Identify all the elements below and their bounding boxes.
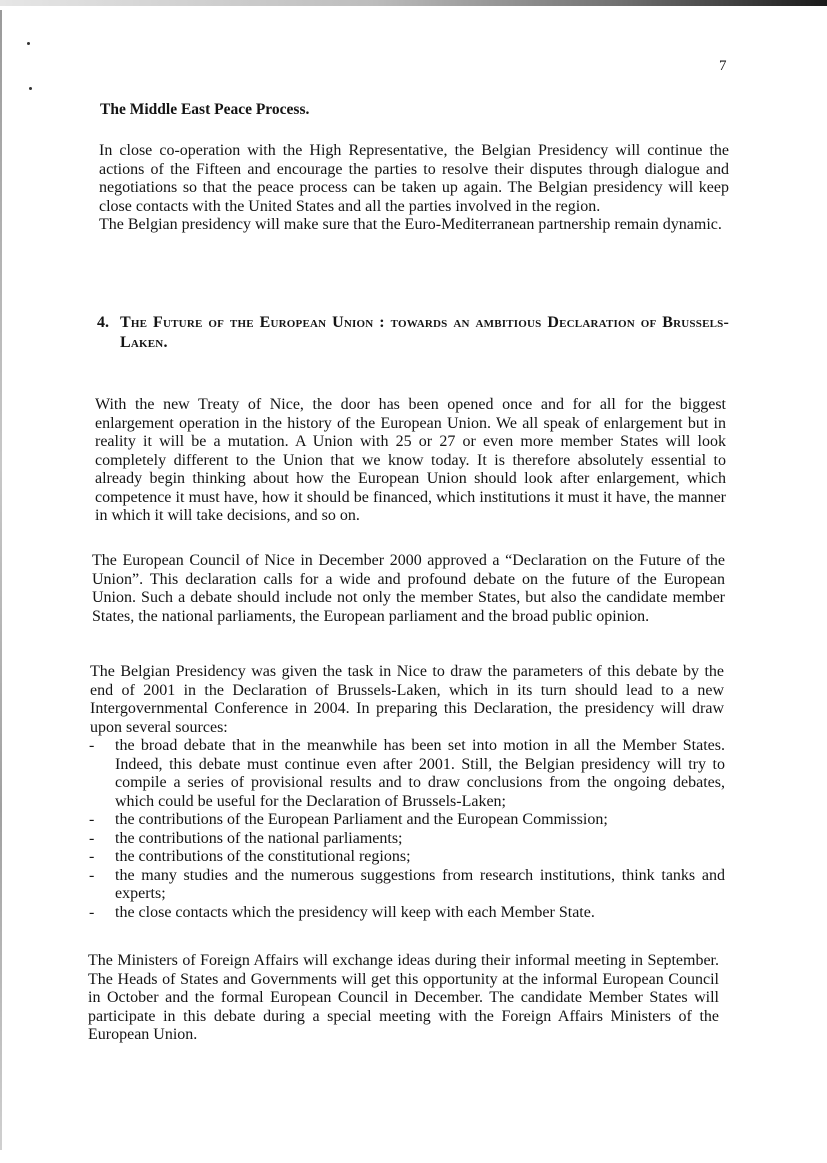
list-item-text: the contributions of the national parliaments; bbox=[115, 829, 403, 847]
list-item-text: the contributions of the constitutional regions; bbox=[115, 848, 411, 865]
scan-speck bbox=[29, 87, 32, 90]
list-item-text: the contributions of the European Parliament and the European Commission; bbox=[115, 811, 608, 828]
list-item bbox=[89, 811, 725, 830]
brussels-laken-paragraph: The Belgian Presidency was given the task in Nice to draw the parameters of this debate by the end of 2001 in the Declaration of Brussels-Laken, which in its turn should lead to a new Intergovernmental Conference in 2004. In preparing this Declaration, the presidency will draw upon several sources: bbox=[90, 663, 724, 736]
bullet-dash: - bbox=[89, 737, 95, 754]
sources-list bbox=[89, 737, 725, 922]
section-4-number: 4. bbox=[97, 314, 109, 331]
scan-speck bbox=[27, 42, 30, 45]
list-item-text: the broad debate that in the meanwhile has been set into motion in all the Member States. Indeed, this debate must continue even after 2001. Still, the Belgian presidency will try to compile a series of provisional results and to draw conclusions from the ongoing debates, which could be useful for the Declaration of Brussels-Laken; bbox=[115, 737, 725, 810]
bullet-dash: - bbox=[89, 903, 95, 921]
list-item-text: the close contacts which the presidency will keep with each Member State. bbox=[115, 903, 595, 921]
section-title-middle-east: The Middle East Peace Process. bbox=[100, 101, 310, 118]
bullet-dash: - bbox=[89, 829, 95, 847]
bullet-dash: - bbox=[89, 848, 95, 865]
bullet-dash: - bbox=[89, 866, 95, 884]
list-item bbox=[89, 848, 725, 867]
bullet-dash: - bbox=[89, 811, 95, 828]
section-4-heading bbox=[97, 313, 729, 353]
list-item bbox=[89, 904, 725, 923]
section-4-heading-text: The Future of the European Union : towards an ambitious Declaration of Brussels-Laken. bbox=[120, 314, 729, 351]
ministers-paragraph: The Ministers of Foreign Affairs will exchange ideas during their informal meeting in September. The Heads of States and Governments will get this opportunity at the informal European Council in October and the formal European Council in December. The candidate Member States will participate in this debate during a special meeting with the Foreign Affairs Ministers of the European Union. bbox=[88, 952, 719, 1043]
scan-top-edge bbox=[0, 0, 827, 6]
scan-left-edge bbox=[0, 10, 2, 1150]
enlargement-paragraph: With the new Treaty of Nice, the door has been opened once and for all for the biggest enlargement operation in the history of the European Union. We all speak of enlargement but in reality it will be a mutation. A Union with 25 or 27 or even more member States will look completely different to the Union that we know today. It is therefore absolutely essential to already begin thinking about how the European Union should look after enlargement, which competence it must have, how it should be financed, which institutions it must it have, the manner in which it will take decisions, and so on. bbox=[95, 396, 726, 524]
nice-declaration-paragraph: The European Council of Nice in December 2000 approved a “Declaration on the Future of the Union”. This declaration calls for a wide and profound debate on the future of the European Union. Such a debate should include not only the member States, but also the candidate member States, the national parliaments, the European parliament and the broad public opinion. bbox=[92, 552, 725, 625]
list-item-text: the many studies and the numerous suggestions from research institutions, think tanks and experts; bbox=[115, 866, 725, 902]
middle-east-paragraph: In close co-operation with the High Representative, the Belgian Presidency will continue the actions of the Fifteen and encourage the parties to resolve their disputes through dialogue and negotiations so that the peace process can be taken up again. The Belgian presidency will keep close contacts with the United States and all the parties involved in the region. bbox=[99, 142, 729, 215]
page-number: 7 bbox=[719, 58, 727, 74]
middle-east-paragraph-2: The Belgian presidency will make sure that the Euro-Mediterranean partnership remain dynamic. bbox=[99, 216, 722, 233]
list-item bbox=[89, 830, 725, 849]
list-item bbox=[89, 737, 725, 811]
list-item bbox=[89, 867, 725, 904]
